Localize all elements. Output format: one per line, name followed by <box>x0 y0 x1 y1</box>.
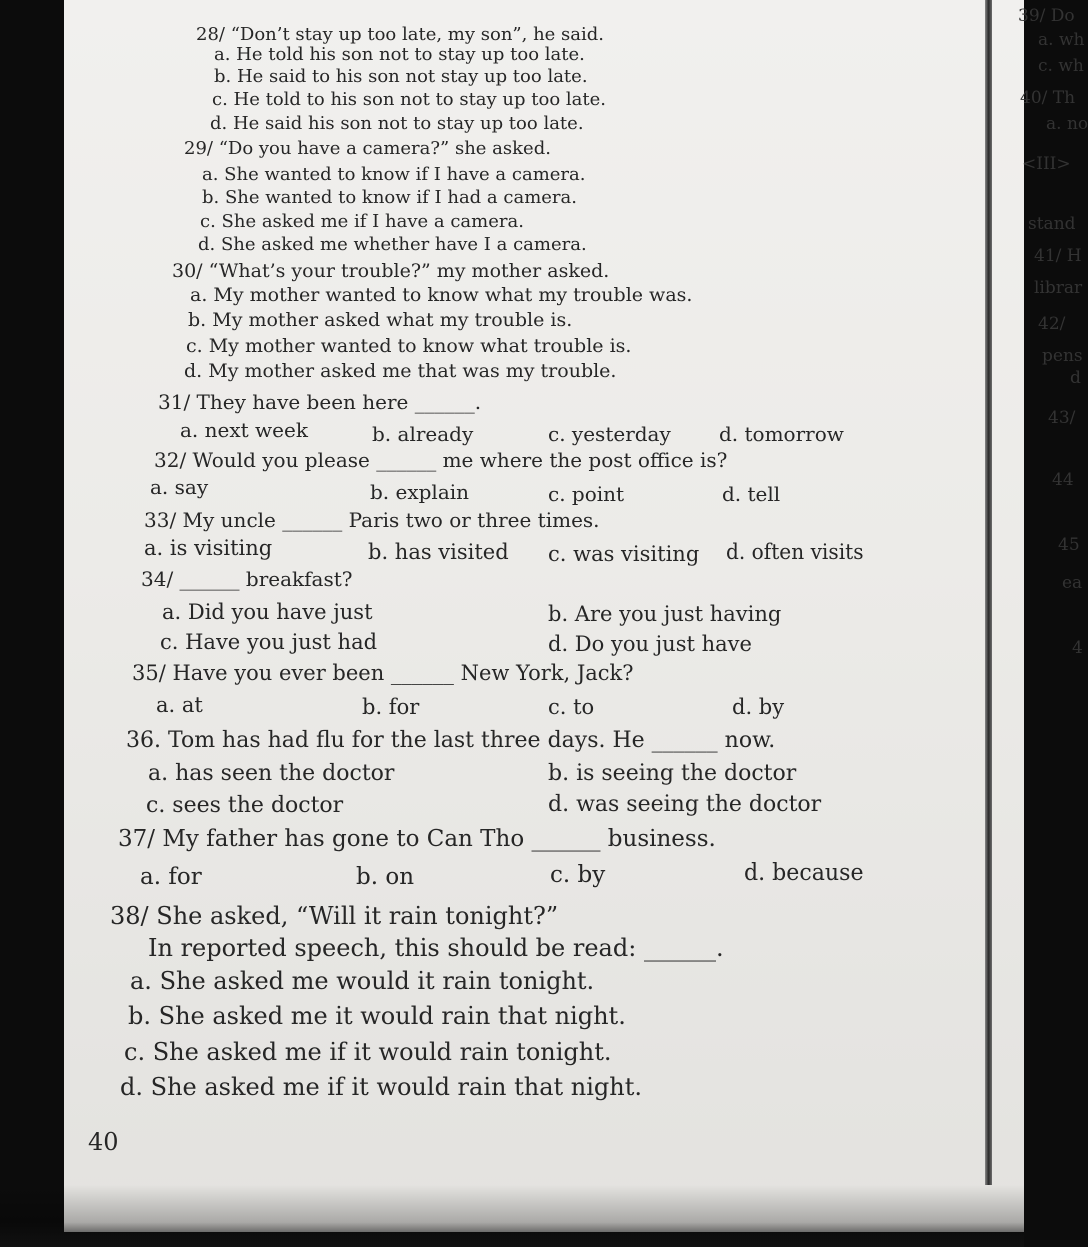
book-spine <box>985 0 992 1185</box>
answer-option: a. is visiting <box>144 536 273 560</box>
answer-option: d. tomorrow <box>719 422 844 446</box>
answer-option: d. by <box>732 695 785 719</box>
answer-option: c. to <box>548 695 595 719</box>
right-page-fragment-text: librar <box>1034 278 1083 298</box>
answer-option: b. My mother asked what my trouble is. <box>188 309 573 331</box>
answer-option: a. She wanted to know if I have a camera. <box>202 164 586 185</box>
question-stem-continued: In reported speech, this should be read: ______. <box>148 934 724 962</box>
answer-option: c. by <box>550 862 606 888</box>
textbook-page <box>64 0 1088 1232</box>
question-stem: 33/ My uncle ______ Paris two or three times. <box>144 508 600 532</box>
page-number: 40 <box>88 1128 119 1156</box>
right-page-fragment-text: <III> <box>1022 154 1071 174</box>
answer-option: b. for <box>362 695 420 719</box>
right-page-fragment-text: 39/ Do <box>1018 6 1075 26</box>
question-stem: 30/ “What’s your trouble?” my mother asked. <box>172 260 610 282</box>
answer-option: d. My mother asked me that was my trouble. <box>184 360 617 382</box>
answer-option: b. explain <box>370 480 470 504</box>
answer-option: c. sees the doctor <box>146 793 344 818</box>
question-stem: 34/ ______ breakfast? <box>141 567 353 591</box>
answer-option: a. at <box>156 693 203 717</box>
answer-option: b. already <box>372 422 474 446</box>
answer-option: a. say <box>150 475 209 499</box>
answer-option: b. is seeing the doctor <box>548 761 797 786</box>
right-page-fragment <box>1000 0 1088 1232</box>
answer-option: b. Are you just having <box>548 602 782 626</box>
answer-option: d. often visits <box>726 540 864 564</box>
answer-option: a. My mother wanted to know what my trouble was. <box>190 284 693 306</box>
right-page-fragment-text: a. wh <box>1038 30 1085 50</box>
right-page-fragment-text: 41/ H <box>1034 246 1082 266</box>
question-stem: 35/ Have you ever been ______ New York, Jack? <box>132 661 634 685</box>
answer-option: a. has seen the doctor <box>148 761 395 786</box>
answer-option: d. tell <box>722 482 781 506</box>
answer-option: d. Do you just have <box>548 632 752 656</box>
answer-option: c. yesterday <box>548 422 671 446</box>
right-page-fragment-text: pens <box>1042 346 1083 366</box>
question-stem: 32/ Would you please ______ me where the post office is? <box>154 448 728 472</box>
right-page-fragment-text: 40/ Th <box>1020 88 1076 108</box>
bottom-shadow <box>0 1185 1024 1247</box>
right-page-fragment-text: 44 <box>1052 470 1074 490</box>
answer-option: c. was visiting <box>548 542 700 566</box>
right-page-fragment-text: stand <box>1028 214 1076 234</box>
answer-option: a. for <box>140 864 202 890</box>
answer-option: d. He said his son not to stay up too late. <box>210 113 584 134</box>
right-page-fragment-text: ea <box>1062 573 1083 593</box>
right-page-fragment-text: 45 <box>1058 535 1080 555</box>
question-stem: 28/ “Don’t stay up too late, my son”, he said. <box>196 24 605 45</box>
answer-option: a. Did you have just <box>162 600 373 624</box>
answer-option: d. was seeing the doctor <box>548 792 822 817</box>
answer-option: c. She asked me if it would rain tonight. <box>124 1038 612 1066</box>
answer-option: c. He told to his son not to stay up too late. <box>212 89 606 110</box>
right-page-fragment-text: 42/ <box>1038 314 1066 334</box>
question-stem: 37/ My father has gone to Can Tho ______ business. <box>118 826 716 852</box>
answer-option: d. because <box>744 860 864 886</box>
question-stem: 38/ She asked, “Will it rain tonight?” <box>110 902 559 930</box>
answer-option: c. Have you just had <box>160 630 378 654</box>
right-page-fragment-text: 43/ <box>1048 408 1076 428</box>
answer-option: b. He said to his son not stay up too late. <box>214 66 588 87</box>
question-stem: 31/ They have been here ______. <box>158 390 482 414</box>
answer-option: a. She asked me would it rain tonight. <box>130 967 595 995</box>
right-page-fragment-text: 4 <box>1072 638 1083 658</box>
answer-option: c. She asked me if I have a camera. <box>200 211 524 232</box>
answer-option: b. She asked me it would rain that night. <box>128 1002 626 1030</box>
right-page-fragment-text: a. no <box>1046 114 1088 134</box>
answer-option: c. point <box>548 482 625 506</box>
answer-option: b. She wanted to know if I had a camera. <box>202 187 577 208</box>
answer-option: b. on <box>356 864 415 890</box>
answer-option: b. has visited <box>368 540 509 564</box>
question-stem: 36. Tom has had flu for the last three days. He ______ now. <box>126 728 776 753</box>
answer-option: a. He told his son not to stay up too late. <box>214 44 585 65</box>
answer-option: d. She asked me whether have I a camera. <box>198 234 587 255</box>
answer-option: d. She asked me if it would rain that night. <box>120 1073 643 1101</box>
right-page-fragment-text: d <box>1070 368 1081 388</box>
question-stem: 29/ “Do you have a camera?” she asked. <box>184 138 551 159</box>
answer-option: c. My mother wanted to know what trouble is. <box>186 335 632 357</box>
answer-option: a. next week <box>180 418 308 442</box>
right-page-fragment-text: c. wh <box>1038 56 1084 76</box>
